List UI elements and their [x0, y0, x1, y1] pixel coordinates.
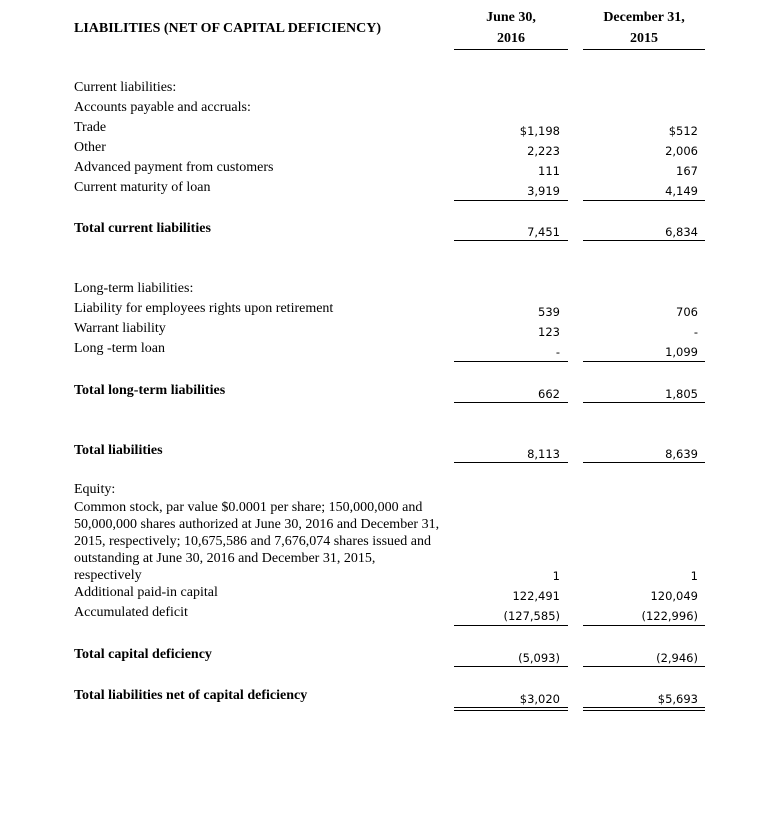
total-capital-deficiency-label: Total capital deficiency — [74, 647, 212, 662]
grand-total-2016: $3,020 — [519, 692, 560, 706]
value-trade-2015: $512 — [668, 124, 698, 138]
common-stock-2016: 1 — [552, 569, 560, 583]
grand-total-2015: $5,693 — [657, 692, 698, 706]
double-rule-top-2016 — [454, 707, 568, 708]
value-current-maturity-2015: 4,149 — [665, 184, 698, 198]
total-long-term-liabilities-2016: 662 — [538, 387, 560, 401]
grand-total-label: Total liabilities net of capital deficiency — [74, 688, 308, 703]
accumulated-deficit-label: Accumulated deficit — [74, 605, 188, 620]
rule-total-liabilities-2015 — [583, 462, 705, 463]
current-liabilities-heading: Current liabilities: — [74, 80, 177, 95]
column-header-dec-2015-line2: 2015 — [630, 31, 658, 46]
common-stock-label: Common stock, par value $0.0001 per share; 150,000,000 and 50,000,000 shares authorized at June 30, 2016 and December 31, 2015, respectively; 10,675,586 and 7,676,074 shares issued and outstanding at June 30, 2016 and December 31, 2015, respectively — [74, 500, 440, 583]
value-other-2016: 2,223 — [527, 144, 560, 158]
long-term-liabilities-heading: Long-term liabilities: — [74, 281, 194, 296]
rule-long-term-2015 — [583, 361, 705, 362]
apic-label: Additional paid-in capital — [74, 585, 218, 600]
accumulated-deficit-2016: (127,585) — [503, 609, 560, 623]
row-label-warrant-liability: Warrant liability — [74, 321, 166, 336]
header-rule-2016 — [454, 49, 568, 50]
total-current-liabilities-2016: 7,451 — [527, 225, 560, 239]
value-warrant-liability-2016: 123 — [538, 325, 560, 339]
rule-total-liabilities-2016 — [454, 462, 568, 463]
rule-long-term-2016 — [454, 361, 568, 362]
total-capital-deficiency-2015: (2,946) — [656, 651, 698, 665]
value-long-term-loan-2016: - — [555, 345, 560, 359]
rule-equity-2015 — [583, 625, 705, 626]
total-current-liabilities-label: Total current liabilities — [74, 221, 211, 236]
double-rule-bottom-2015 — [583, 710, 705, 711]
value-other-2015: 2,006 — [665, 144, 698, 158]
accounts-payable-subheading: Accounts payable and accruals: — [74, 100, 251, 115]
value-employee-rights-2016: 539 — [538, 305, 560, 319]
value-warrant-liability-2015: - — [693, 325, 698, 339]
rule-total-current-2016 — [454, 240, 568, 241]
column-header-june-2016-line2: 2016 — [497, 31, 525, 46]
statement-title: LIABILITIES (NET OF CAPITAL DEFICIENCY) — [74, 21, 382, 36]
row-label-advanced-payment: Advanced payment from customers — [74, 160, 274, 175]
value-trade-2016: $1,198 — [519, 124, 560, 138]
rule-total-capital-2015 — [583, 666, 705, 667]
value-employee-rights-2015: 706 — [676, 305, 698, 319]
value-advanced-payment-2016: 111 — [538, 164, 560, 178]
total-long-term-liabilities-label: Total long-term liabilities — [74, 383, 226, 398]
rule-total-long-term-2015 — [583, 402, 705, 403]
rule-total-capital-2016 — [454, 666, 568, 667]
rule-current-2016 — [454, 200, 568, 201]
rule-total-long-term-2016 — [454, 402, 568, 403]
equity-heading: Equity: — [74, 482, 116, 497]
row-label-trade: Trade — [74, 120, 107, 135]
total-liabilities-2015: 8,639 — [665, 447, 698, 461]
value-current-maturity-2016: 3,919 — [527, 184, 560, 198]
double-rule-top-2015 — [583, 707, 705, 708]
apic-2016: 122,491 — [512, 589, 560, 603]
value-advanced-payment-2015: 167 — [676, 164, 698, 178]
total-long-term-liabilities-2015: 1,805 — [665, 387, 698, 401]
common-stock-2015: 1 — [690, 569, 698, 583]
accumulated-deficit-2015: (122,996) — [641, 609, 698, 623]
double-rule-bottom-2016 — [454, 710, 568, 711]
total-capital-deficiency-2016: (5,093) — [518, 651, 560, 665]
total-liabilities-2016: 8,113 — [527, 447, 560, 461]
apic-2015: 120,049 — [650, 589, 698, 603]
rule-equity-2016 — [454, 625, 568, 626]
column-header-june-2016-line1: June 30, — [486, 10, 536, 25]
row-label-other: Other — [74, 140, 106, 155]
row-label-long-term-loan: Long -term loan — [74, 341, 165, 356]
header-rule-2015 — [583, 49, 705, 50]
total-current-liabilities-2015: 6,834 — [665, 225, 698, 239]
column-header-dec-2015-line1: December 31, — [603, 10, 685, 25]
row-label-current-maturity: Current maturity of loan — [74, 180, 211, 195]
total-liabilities-label: Total liabilities — [74, 443, 163, 458]
rule-total-current-2015 — [583, 240, 705, 241]
rule-current-2015 — [583, 200, 705, 201]
row-label-employee-rights: Liability for employees rights upon retirement — [74, 301, 334, 316]
value-long-term-loan-2015: 1,099 — [665, 345, 698, 359]
